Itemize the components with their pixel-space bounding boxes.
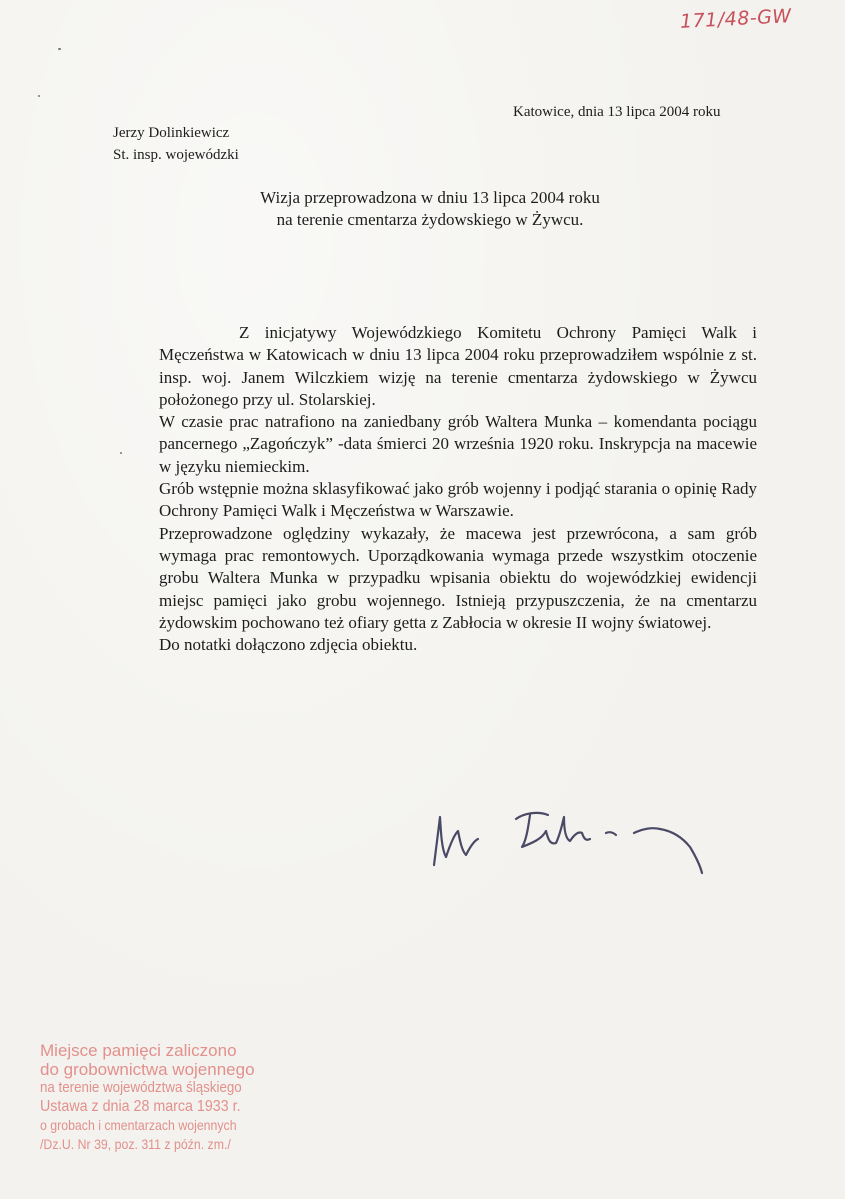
handwritten-signature	[420, 795, 720, 880]
stamp-line-6: /Dz.U. Nr 39, poz. 311 z późn. zm./	[40, 1135, 231, 1152]
paragraph: Grób wstępnie można sklasyfikować jako grób wojenny i podjąć starania o opinię Rady Ochrony Pamięci Walk i Męczeństwa w Warszawie.	[159, 479, 757, 521]
stamp-line-3: na terenie województwa śląskiego	[40, 1080, 242, 1096]
sender-position: St. insp. wojewódzki	[113, 147, 239, 163]
stamp-line-5: o grobach i cmentarzach wojennych	[40, 1117, 237, 1133]
paper-speck	[38, 95, 40, 97]
sender-name: Jerzy Dolinkiewicz	[113, 125, 230, 141]
paragraph: Przeprowadzone oględziny wykazały, że macewa jest przewrócona, a sam grób wymaga prac remontowych. Uporządkowania wymaga przede wszystkim otoczenie grobu Waltera Munka w przypadku wpisania obiektu do wojewódzkiej ewidencji miejsc pamięci jako grobu wojennego. Istnieją przypuszczenia, że na cmentarzu żydowskim pochowano też ofiary getta z Zabłocia w okresie II wojny światowej.	[159, 523, 757, 632]
body-text	[159, 322, 757, 656]
archive-reference-number: 171/48-GW	[679, 5, 793, 33]
heading-line-2: na terenie cmentarza żydowskiego w Żywcu.	[276, 210, 584, 229]
document-heading	[160, 187, 700, 231]
stamp-line-2: do grobownictwa wojennego	[40, 1059, 255, 1079]
war-grave-stamp	[40, 1042, 280, 1153]
sender-block	[113, 122, 239, 166]
paper-speck	[120, 452, 122, 454]
heading-line-1: Wizja przeprowadzona w dniu 13 lipca 2004 roku	[260, 188, 600, 207]
place-and-date: Katowice, dnia 13 lipca 2004 roku	[513, 104, 721, 120]
paragraph: Z inicjatywy Wojewódzkiego Komitetu Ochrony Pamięci Walk i Męczeństwa w Katowicach w dniu 13 lipca 2004 roku przeprowadziłem wspólnie z st. insp. woj. Janem Wilczkiem wizję na terenie cmentarza żydowskiego w Żywcu położonego przy ul. Stolarskiej.	[159, 323, 757, 409]
paper-speck	[58, 48, 61, 50]
stamp-line-1: Miejsce pamięci zaliczono	[40, 1041, 237, 1060]
paragraph: Do notatki dołączono zdjęcia obiektu.	[159, 635, 418, 655]
paragraph: W czasie prac natrafiono na zaniedbany grób Waltera Munka – komendanta pociągu pancernego „Zagończyk” -data śmierci 20 września 1920 roku. Inskrypcja na macewie w języku niemieckim.	[159, 412, 757, 476]
stamp-line-4: Ustawa z dnia 28 marca 1933 r.	[40, 1097, 241, 1115]
